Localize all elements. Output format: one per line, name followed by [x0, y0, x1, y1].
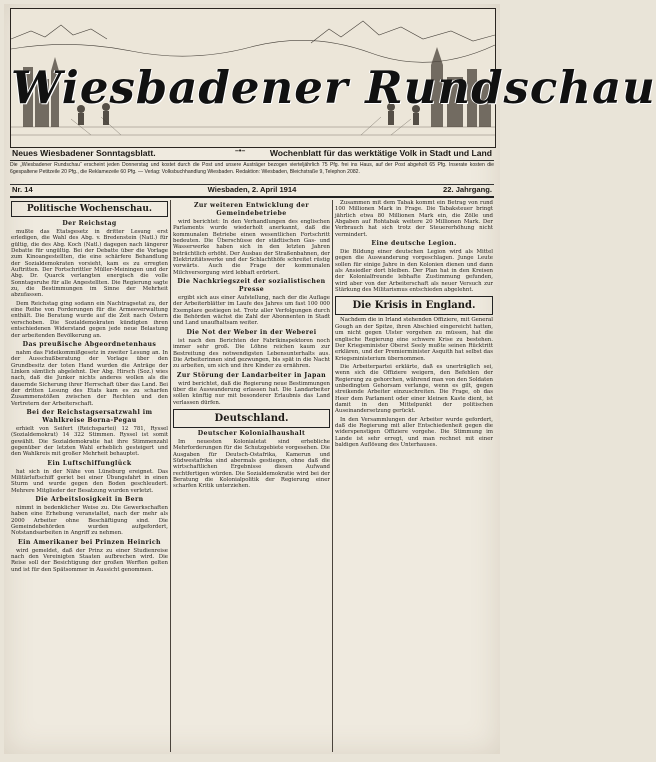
masthead: [10, 8, 656, 148]
subtitle-right: Wochenblatt für das werktätige Volk in Stadt und Land: [269, 148, 492, 158]
article-heading: Die Not der Weber in der Weberei: [186, 328, 317, 336]
article-paragraph: hat sich in der Nähe von Lüneburg ereignet. Das Militärluftschiff geriet bei einer Übungsfahrt in einen Sturm und wurde gegen den Boden geschleudert. Mehrere Mitglieder der Besatzung wurden verletzt.: [11, 468, 168, 494]
subtitle-bar: [10, 148, 494, 161]
subscription-notice: Die „Wiesbadener Rundschau“ erscheint jeden Donnerstag und kostet durch die Post und unsere Austräger bezogen vierteljährlich 75 Pfg. frei ins Haus, auf der Post abgeholt 65 Pfg. Inserate kosten die 6gespaltene Petitzeile 20 Pfg., die Reklamezeile 60 Pfg. — Verlag: Volksbuchhandlung Wiesbaden. Redaktion: Wiesbaden, Bleichstraße 9, Telephon 2082.: [10, 162, 494, 185]
article-heading: Der Reichstag: [62, 220, 117, 227]
article-paragraph: nimmt in bedenklicher Weise zu. Die Gewerkschaften haben eine Erhebung veranstaltet, nach der mehr als 2000 Arbeiter ohne Beschäftigung sind. Die Gemeindebehörden wurden aufgefordert, Notstandsarbeiten in Angriff zu nehmen.: [11, 505, 168, 537]
article-heading: Die Nachkriegszeit der sozialistischen Presse: [177, 278, 326, 294]
article-paragraph: In den Versammlungen der Arbeiter wurde gefordert, daß die Regierung mit aller Entschiedenheit gegen die widerspenstigen Offiziere vorgehe. Die Stimmung im Lande ist sehr erregt, und man rechnet mit einer baldigen Auflösung des Unterhauses.: [335, 416, 493, 448]
article-heading: Deutscher Kolonialhaushalt: [197, 429, 306, 437]
subtitle-ornament: –•–: [235, 148, 246, 155]
issue-date: Wiesbaden, 2. April 1914: [207, 185, 297, 194]
article-paragraph: Zusammen mit dem Tabak kommt ein Betrag von rund 100 Millionen Mark in Frage. Die Tabaksteuer bringt jährlich etwa 80 Millionen Mark ein, die Zölle und Abgaben auf Rohtabak weitere 20 Millionen Mark. Der Verbrauch hat sich trotz der Steuererhöhung nicht vermindert.: [335, 200, 493, 238]
article-heading: Die Arbeitslosigkeit in Bern: [35, 496, 144, 504]
article-paragraph: erhielt von Seifert (Reichspartei) 12 781, Ryssel (Sozialdemokrat) 14 322 Stimmen. Ryssel ist somit gewählt. Die Sozialdemokratie hat ihre Stimmenzahl gegenüber der letzten Wahl erheblich gesteigert und den Wahlkreis mit großer Mehrheit behauptet.: [11, 425, 168, 458]
subtitle-left: Neues Wiesbadener Sonntagsblatt.: [12, 148, 156, 158]
article-paragraph: Im neuesten Kolonialetat sind erhebliche Mehrforderungen für die Schutzgebiete vorgesehen. Die Ausgaben für Deutsch-Ostafrika, Kamerun und Südwestafrika sind abermals gestiegen, ohne daß die wirtschaftlichen Ergebnisse diesen Aufwand rechtfertigen würden. Die Sozialdemokratie wird bei der Beratung die Kolonialpolitik der Regierung einer scharfen Kritik unterziehen.: [173, 438, 330, 490]
newspaper-page: [4, 4, 656, 754]
article-paragraph: mußte das Etatsgesetz in dritter Lesung erst erledigen, die Wahl des Abg. v. Bredenstein (Natl.) für gültig, die des Abg. Koch (Natl.) dagegen nach längerer Debatte für ungültig. Bei der Debatte über die Vorlage zum Kinoangestellten, die eine schärfere Behandlung der Sozialdemokraten vorsieht, kam es zu erregten Auftritten. Der Fortschrittler Müller-Meiningen und der Abg. Dr. Quarck verlangten energisch die volle Sonntagsruhe für alle Angestellten. Die Regierung sagte zu, die Bestimmungen im Sinne der Mehrheit abzufassen.: [11, 229, 168, 299]
article-paragraph: Die Arbeiterpartei erklärte, daß es unerträglich sei, wenn sich die Offiziere weigern, den Befehlen der Regierung zu gehorchen, während man von den Soldaten unbedingten Gehorsam verlange, wenn es gilt, gegen streikende Arbeiter einzuschreiten. Die Frage, ob das Heer dem Parlament oder einer kleinen Kaste dient, ist damit in den Mittelpunkt der politischen Auseinandersetzung gerückt.: [335, 363, 493, 415]
article-paragraph: Nachdem die in Irland stehenden Offiziere, mit General Gough an der Spitze, ihren Abschied eingereicht hatten, um nicht gegen Ulster vorgehen zu müssen, hat die englische Regierung eine schwere Krise zu bestehen. Der Kriegsminister Oberst Seely mußte seinen Rücktritt erklären, und der Premierminister Asquith hat selbst das Kriegsministerium übernommen.: [335, 317, 493, 362]
article-heading: Ein Luftschiffunglück: [47, 459, 132, 467]
article-heading: Zur weiteren Entwicklung der Gemeindebetriebe: [193, 202, 310, 217]
column-1: [11, 200, 168, 752]
article-paragraph: Dem Reichstag ging sodann ein Nachtragsetat zu, der eine Reihe von Forderungen für die Armeeverwaltung enthält. Die Beratung wurde auf die Zeit nach Ostern verschoben. Die Sozialdemokraten kündigten ihren entschiedenen Widerstand gegen jede neue Belastung der arbeitenden Bevölkerung an.: [11, 300, 168, 339]
article-paragraph: ergibt sich aus einer Aufstellung, nach der die Auflage der Arbeiterblätter im Laufe des Jahres um fast 100 000 Exemplare gestiegen ist. Trotz aller Verfolgungen durch die Behörden wächst die Zahl der Abonnenten in Stadt und Land unaufhaltsam weiter.: [173, 295, 330, 327]
masthead-title: Wiesbadener Rundschau: [11, 61, 656, 114]
article-paragraph: wird berichtet, daß die Regierung neue Bestimmungen über die Auswanderung erlassen hat. Die Landarbeiter sollen künftig nur mit besonderer Erlaubnis das Land verlassen dürfen.: [173, 380, 330, 406]
section-heading-england: Die Krisis in England.: [335, 296, 493, 315]
article-heading: Bei der Reichstagsersatzwahl im Wahlkreise Borna-Pegau: [26, 408, 153, 424]
section-heading-politics: Politische Wochenschau.: [11, 201, 168, 217]
dateline: [10, 185, 494, 198]
article-heading: Das preußische Abgeordnetenhaus: [22, 340, 157, 348]
article-paragraph: ist nach den Berichten der Fabrikinspektoren noch immer sehr groß. Die Löhne reichen kaum zur Bestreitung des notwendigsten Lebensunterhalts aus. Die Arbeiterinnen sind gezwungen, bis spät in die Nacht zu arbeiten, um sich und ihre Kinder zu ernähren.: [173, 337, 330, 370]
article-paragraph: wird berichtet: In den Verhandlungen des englischen Parlaments wurde wiederholt anerkannt, daß die kommunalen Betriebe einen wesentlichen Fortschritt bedeuten. Die Überschüsse der städtischen Gas- und Wasserwerke haben sich in den letzten Jahren beträchtlich erhöht. Der Ausbau der Straßenbahnen, der Elektrizitätswerke und der Schlachthöfe schreitet rüstig vorwärts. Auch die Frage der kommunalen Milchversorgung wird lebhaft erörtert.: [173, 219, 330, 276]
section-heading-germany: Deutschland.: [173, 409, 330, 428]
column-3: [335, 200, 493, 752]
volume-number: 22. Jahrgang.: [443, 185, 492, 194]
issue-number: Nr. 14: [12, 185, 33, 194]
article-paragraph: nahm das Fideikommißgesetz in zweiter Lesung an. In der Ausschußberatung der Vorlage über den Grundbesitz der toten Hand wurden die Anträge der Linken sämtlich abgelehnt. Der Abg. Hirsch (Soz.) wies nach, daß die Junker nichts anderes wollen als die dauernde Sicherung ihrer Herrschaft über das Land. Bei der dritten Lesung des Etats kam es zu scharfen Zusammenstößen zwischen der Rechten und den Vertretern der Arbeiterschaft.: [11, 349, 168, 407]
article-heading: Zur Störung der Landarbeiter in Japan: [176, 371, 327, 379]
article-paragraph: Die Bildung einer deutschen Legion wird als Mittel gegen die Auswanderung vorgeschlagen. Junge Leute sollen für einige Jahre in den Kolonien dienen und dann als Ansiedler dort bleiben. Der Plan hat in den Kreisen der Kolonialfreunde lebhafte Zustimmung gefunden, wird aber von der Arbeiterschaft als neuer Versuch zur Stärkung des Militarismus entschieden abgelehnt.: [335, 249, 493, 294]
column-rule: [332, 200, 333, 752]
article-paragraph: wird gemeldet, daß der Prinz zu einer Studienreise nach den Vereinigten Staaten aufbrechen wird. Die Reise soll der Besichtigung der großen Werften gelten und ist für den Spätsommer in Aussicht genommen.: [11, 547, 168, 573]
article-heading: Ein Amerikaner bei Prinzen Heinrich: [18, 538, 161, 546]
column-rule: [170, 200, 171, 752]
column-2: [173, 200, 330, 752]
article-heading: Eine deutsche Legion.: [371, 240, 457, 248]
